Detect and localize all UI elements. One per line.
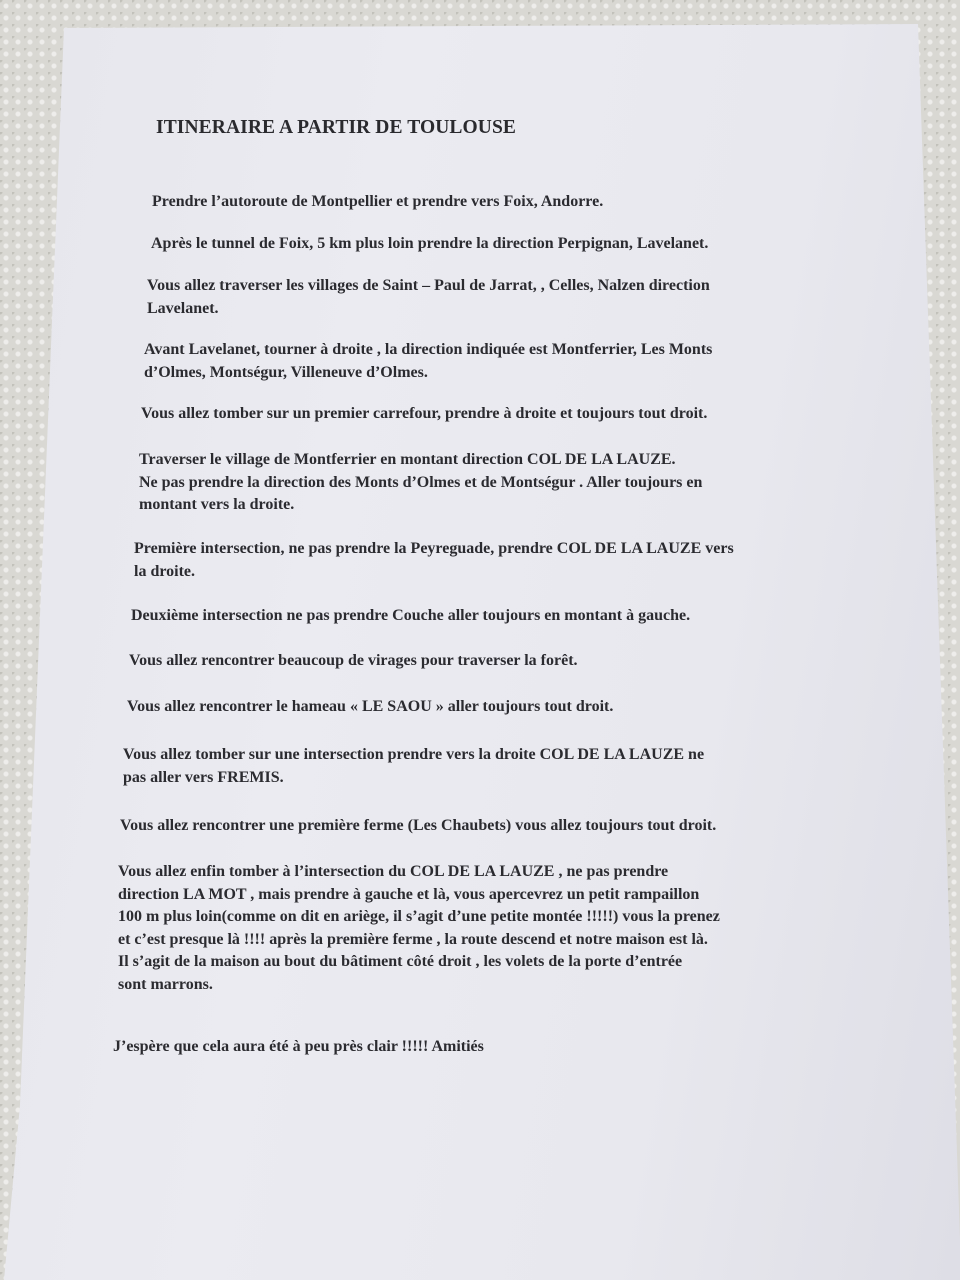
paragraph-line: Traverser le village de Montferrier en montant direction COL DE LA LAUZE. xyxy=(139,451,676,468)
paragraph-line: 100 m plus loin(comme on dit en ariège, il s’agit d’une petite montée !!!!!) vous la prenez xyxy=(118,908,720,925)
paragraph-line: Après le tunnel de Foix, 5 km plus loin prendre la direction Perpignan, Lavelanet. xyxy=(151,235,709,252)
paragraph-2 xyxy=(151,233,708,256)
paragraph-14 xyxy=(113,1036,484,1059)
paragraph-line: Vous allez traverser les villages de Saint – Paul de Jarrat, , Celles, Nalzen direction xyxy=(147,277,710,294)
paragraph-line: Prendre l’autoroute de Montpellier et prendre vers Foix, Andorre. xyxy=(152,193,604,210)
paragraph-line: direction LA MOT , mais prendre à gauche et là, vous apercevrez un petit rampaillon xyxy=(118,885,700,903)
paragraph-line: Vous allez enfin tomber à l’intersection du COL DE LA LAUZE , ne pas prendre xyxy=(118,863,669,880)
paragraph-8 xyxy=(131,605,690,628)
paragraph-12 xyxy=(120,815,716,838)
paragraph-line: pas aller vers FREMIS. xyxy=(123,768,284,786)
paragraph-line: Lavelanet. xyxy=(147,299,219,317)
paragraph-line: Vous allez rencontrer une première ferme (Les Chaubets) vous allez toujours tout droit. xyxy=(120,817,717,834)
paragraph-line: Deuxième intersection ne pas prendre Couche aller toujours en montant à gauche. xyxy=(131,607,691,624)
paragraph-line: Ne pas prendre la direction des Monts d’Olmes et de Montségur . Aller toujours en xyxy=(139,473,703,491)
paragraph-line: la droite. xyxy=(134,562,196,580)
paragraph-10 xyxy=(127,696,613,719)
page-title: ITINERAIRE A PARTIR DE TOULOUSE xyxy=(156,117,517,138)
paragraph-line: Il s’agit de la maison au bout du bâtiment côté droit , les volets de la porte d’entrée xyxy=(118,953,683,970)
paragraph-line: d’Olmes, Montségur, Villeneuve d’Olmes. xyxy=(144,363,428,381)
paragraph-line: Première intersection, ne pas prendre la Peyreguade, prendre COL DE LA LAUZE vers xyxy=(134,540,734,557)
paragraph-11 xyxy=(123,744,704,789)
paragraph-1 xyxy=(152,191,603,214)
paragraph-line: Vous allez rencontrer le hameau « LE SAOU » aller toujours tout droit. xyxy=(127,698,614,715)
paragraph-line: Vous allez tomber sur une intersection prendre vers la droite COL DE LA LAUZE ne xyxy=(123,746,705,763)
paragraph-7 xyxy=(134,538,734,583)
paragraph-5 xyxy=(141,403,707,426)
paragraph-line: J’espère que cela aura été à peu près clair !!!!! Amitiés xyxy=(113,1038,484,1055)
paragraph-line: montant vers la droite. xyxy=(139,496,295,513)
paragraph-4 xyxy=(144,339,712,384)
paragraph-6 xyxy=(139,449,702,517)
paragraph-9 xyxy=(129,650,578,673)
paragraph-line: et c’est presque là !!!! après la première ferme , la route descend et notre maison est là. xyxy=(118,930,708,948)
paragraph-3 xyxy=(147,275,710,320)
paragraph-line: Avant Lavelanet, tourner à droite , la direction indiquée est Montferrier, Les Monts xyxy=(144,341,713,358)
paragraph-line: Vous allez tomber sur un premier carrefour, prendre à droite et toujours tout droit. xyxy=(141,405,708,422)
paragraph-line: sont marrons. xyxy=(118,975,213,993)
paragraph-line: Vous allez rencontrer beaucoup de virages pour traverser la forêt. xyxy=(129,652,578,669)
paragraph-13 xyxy=(118,861,720,996)
